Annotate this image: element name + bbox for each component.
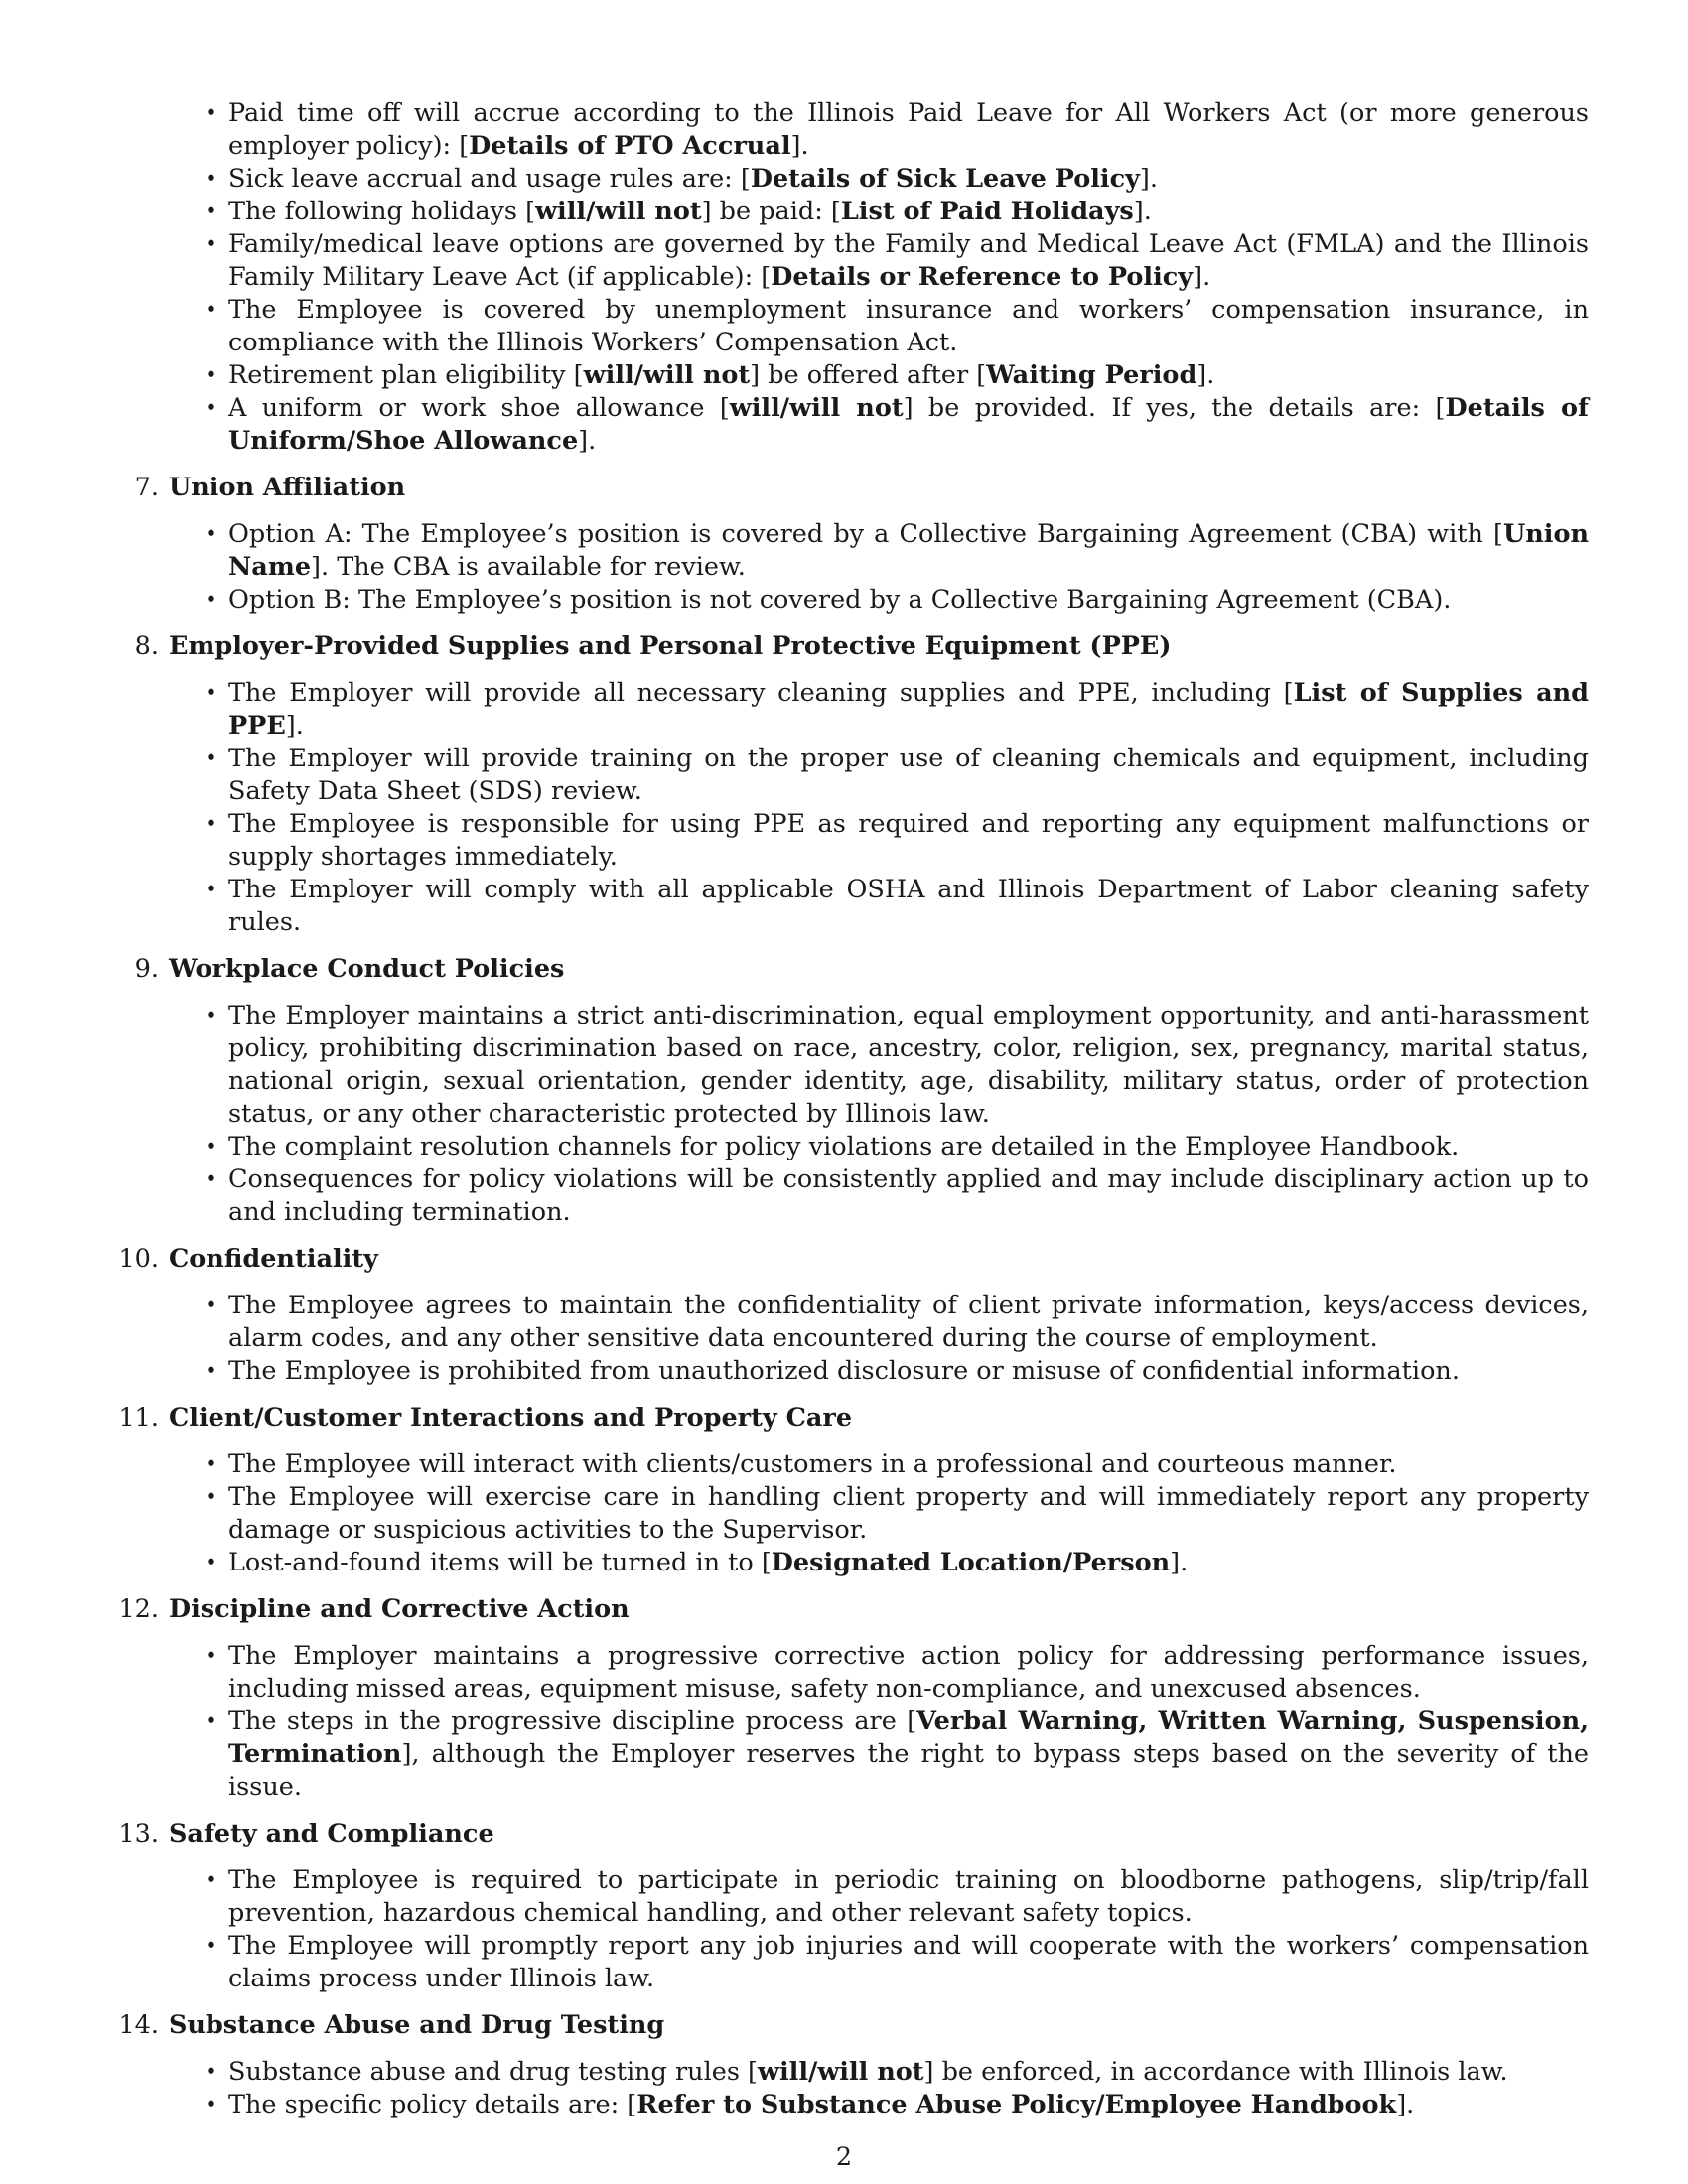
benefits-bullet-list bbox=[169, 97, 1589, 458]
text-run: ] be offered after [ bbox=[750, 360, 987, 390]
section-bullet-list bbox=[169, 1000, 1589, 1229]
list-item bbox=[169, 2089, 1589, 2121]
text-run: The Employee agrees to maintain the confidentiality of client private information, keys/access devices, alarm codes, and any other sensitive data encountered during the course of employment. bbox=[228, 1291, 1589, 1353]
section-bullet-list bbox=[169, 1448, 1589, 1579]
section bbox=[118, 1402, 1589, 1579]
placeholder-field: Refer to Substance Abuse Policy/Employee Handbook bbox=[636, 2090, 1397, 2119]
list-item bbox=[169, 228, 1589, 294]
text-run: Paid time off will accrue according to the Illinois Paid Leave for All Workers Act (or more generous employer policy): [ bbox=[228, 98, 1589, 161]
section-title: Confidentiality bbox=[169, 1244, 378, 1274]
text-run: The Employee is responsible for using PPE as required and reporting any equipment malfunctions or supply shortages immediately. bbox=[228, 809, 1589, 872]
text-run: Consequences for policy violations will be consistently applied and may include disciplinary action up to and including termination. bbox=[228, 1164, 1589, 1227]
section-title: Safety and Compliance bbox=[169, 1819, 494, 1848]
list-item bbox=[169, 1547, 1589, 1579]
section-title: Workplace Conduct Policies bbox=[169, 954, 565, 984]
placeholder-field: Details of PTO Accrual bbox=[469, 131, 791, 161]
section-bullet-list bbox=[169, 1864, 1589, 1995]
text-run: ]. bbox=[578, 426, 597, 456]
text-run: The Employer maintains a strict anti-discrimination, equal employment opportunity, and anti-harassment policy, prohibiting discrimination based on race, ancestry, color, religion, sex, pregnancy, marital status, national origin, sexual orientation, gender identity, age, disability, military status, order of protection status, or any other characteristic protected by Illinois law. bbox=[228, 1001, 1589, 1129]
section-bullet-list bbox=[169, 2056, 1589, 2121]
section bbox=[134, 472, 1589, 616]
placeholder-field: will/will not bbox=[583, 360, 751, 390]
list-item bbox=[169, 677, 1589, 743]
placeholder-field: Verbal Warning, Written Warning, Suspension, Termination bbox=[228, 1706, 1589, 1769]
placeholder-field: Waiting Period bbox=[986, 360, 1197, 390]
section-number: 14. bbox=[118, 2010, 159, 2040]
section-heading bbox=[118, 1818, 1589, 1850]
text-run: The Employee is covered by unemployment insurance and workers’ compensation insurance, in compliance with the Illinois Workers’ Compensation Act. bbox=[228, 295, 1589, 357]
text-run: The steps in the progressive discipline process are [ bbox=[228, 1706, 917, 1736]
text-run: Retirement plan eligibility [ bbox=[228, 360, 584, 390]
section bbox=[118, 1818, 1589, 1995]
list-item bbox=[169, 584, 1589, 616]
list-item bbox=[169, 2056, 1589, 2089]
text-run: ]. bbox=[285, 711, 304, 741]
list-item bbox=[169, 1355, 1589, 1388]
section-number: 13. bbox=[118, 1819, 159, 1848]
section-title: Client/Customer Interactions and Property Care bbox=[169, 1403, 853, 1433]
text-run: Lost-and-found items will be turned in to [ bbox=[228, 1548, 772, 1577]
text-run: ], although the Employer reserves the right to bypass steps based on the severity of the issue. bbox=[228, 1739, 1589, 1802]
placeholder-field: List of Supplies and PPE bbox=[228, 678, 1589, 741]
numbered-sections bbox=[118, 472, 1589, 2121]
text-run: ] be enforced, in accordance with Illinois law. bbox=[923, 2057, 1508, 2087]
section-number: 7. bbox=[134, 473, 159, 502]
list-item bbox=[169, 1131, 1589, 1163]
list-item bbox=[169, 1481, 1589, 1547]
text-run: The Employer maintains a progressive corrective action policy for addressing performance issues, including missed areas, equipment misuse, safety non-compliance, and unexcused absences. bbox=[228, 1641, 1589, 1704]
text-run: The Employee is required to participate in periodic training on bloodborne pathogens, slip/trip/fall prevention, hazardous chemical handling, and other relevant safety topics. bbox=[228, 1865, 1589, 1928]
list-item bbox=[169, 518, 1589, 584]
text-run: ]. bbox=[790, 131, 809, 161]
section-heading bbox=[118, 1243, 1589, 1276]
text-run: ]. The CBA is available for review. bbox=[311, 552, 746, 582]
placeholder-field: Details or Reference to Policy bbox=[771, 262, 1194, 292]
text-run: The Employer will comply with all applicable OSHA and Illinois Department of Labor cleaning safety rules. bbox=[228, 875, 1589, 937]
text-run: The Employee is prohibited from unauthorized disclosure or misuse of confidential information. bbox=[228, 1356, 1460, 1386]
section-title: Employer-Provided Supplies and Personal Protective Equipment (PPE) bbox=[169, 631, 1172, 661]
list-item bbox=[169, 1000, 1589, 1131]
placeholder-field: Details of Uniform/Shoe Allowance bbox=[228, 393, 1589, 456]
text-run: The specific policy details are: [ bbox=[228, 2090, 637, 2119]
section-bullet-list bbox=[169, 677, 1589, 939]
text-run: The Employee will interact with clients/customers in a professional and courteous manner. bbox=[228, 1449, 1397, 1479]
list-item bbox=[169, 359, 1589, 392]
list-item bbox=[169, 392, 1589, 458]
text-run: ] be provided. If yes, the details are: [ bbox=[903, 393, 1446, 423]
list-item bbox=[169, 1640, 1589, 1706]
list-item bbox=[169, 294, 1589, 359]
text-run: ]. bbox=[1396, 2090, 1415, 2119]
placeholder-field: will/will not bbox=[729, 393, 904, 423]
list-item bbox=[169, 1290, 1589, 1355]
section bbox=[118, 1593, 1589, 1804]
placeholder-field: Details of Sick Leave Policy bbox=[750, 164, 1140, 194]
text-run: The Employee will exercise care in handling client property and will immediately report any property damage or suspicious activities to the Supervisor. bbox=[228, 1482, 1589, 1545]
document-body bbox=[118, 97, 1589, 2135]
list-item bbox=[169, 163, 1589, 196]
list-item bbox=[169, 1864, 1589, 1930]
text-run: Family/medical leave options are governed by the Family and Medical Leave Act (FMLA) and the Illinois Family Military Leave Act (if applicable): [ bbox=[228, 229, 1589, 292]
list-item bbox=[169, 1163, 1589, 1229]
section bbox=[134, 953, 1589, 1229]
list-item bbox=[169, 743, 1589, 808]
section-title: Union Affiliation bbox=[169, 473, 406, 502]
section-heading bbox=[118, 1593, 1589, 1626]
section bbox=[134, 630, 1589, 939]
section-bullet-list bbox=[169, 1290, 1589, 1388]
text-run: Option A: The Employee’s position is covered by a Collective Bargaining Agreement (CBA) with [ bbox=[228, 519, 1503, 549]
section-bullet-list bbox=[169, 518, 1589, 616]
text-run: ]. bbox=[1139, 164, 1158, 194]
section bbox=[118, 2009, 1589, 2121]
text-run: Sick leave accrual and usage rules are: [ bbox=[228, 164, 751, 194]
text-run: ]. bbox=[1170, 1548, 1189, 1577]
section-heading bbox=[134, 953, 1589, 986]
section-bullet-list bbox=[169, 1640, 1589, 1804]
section-number: 9. bbox=[134, 954, 159, 984]
text-run: Option B: The Employee’s position is not covered by a Collective Bargaining Agreement (CBA). bbox=[228, 585, 1452, 614]
list-item bbox=[169, 1448, 1589, 1481]
section-number: 10. bbox=[118, 1244, 159, 1274]
text-run: ] be paid: [ bbox=[701, 197, 841, 226]
page-number: 2 bbox=[835, 2142, 853, 2172]
list-item bbox=[169, 97, 1589, 163]
placeholder-field: List of Paid Holidays bbox=[840, 197, 1134, 226]
text-run: ]. bbox=[1196, 360, 1215, 390]
placeholder-field: will/will not bbox=[758, 2057, 924, 2087]
text-run: A uniform or work shoe allowance [ bbox=[228, 393, 730, 423]
section-number: 12. bbox=[118, 1594, 159, 1624]
text-run: The complaint resolution channels for policy violations are detailed in the Employee Handbook. bbox=[228, 1132, 1460, 1161]
placeholder-field: will/will not bbox=[535, 197, 702, 226]
section-title: Discipline and Corrective Action bbox=[169, 1594, 630, 1624]
text-run: Substance abuse and drug testing rules [ bbox=[228, 2057, 758, 2087]
text-run: The Employer will provide all necessary cleaning supplies and PPE, including [ bbox=[228, 678, 1294, 708]
list-item bbox=[169, 1706, 1589, 1804]
section-heading bbox=[118, 2009, 1589, 2042]
list-item bbox=[169, 196, 1589, 228]
section-number: 11. bbox=[118, 1403, 159, 1433]
list-item bbox=[169, 808, 1589, 874]
text-run: The Employee will promptly report any job injuries and will cooperate with the workers’ compensation claims process under Illinois law. bbox=[228, 1931, 1589, 1993]
text-run: ]. bbox=[1133, 197, 1152, 226]
section-heading bbox=[118, 1402, 1589, 1434]
section-number: 8. bbox=[134, 631, 159, 661]
section-heading bbox=[134, 472, 1589, 504]
section bbox=[118, 1243, 1589, 1388]
section-title: Substance Abuse and Drug Testing bbox=[169, 2010, 665, 2040]
section-heading bbox=[134, 630, 1589, 663]
placeholder-field: Designated Location/Person bbox=[771, 1548, 1171, 1577]
list-item bbox=[169, 874, 1589, 939]
placeholder-field: Union Name bbox=[228, 519, 1589, 582]
text-run: The Employer will provide training on the proper use of cleaning chemicals and equipment, including Safety Data Sheet (SDS) review. bbox=[228, 744, 1589, 806]
text-run: The following holidays [ bbox=[228, 197, 536, 226]
text-run: ]. bbox=[1193, 262, 1211, 292]
list-item bbox=[169, 1930, 1589, 1995]
